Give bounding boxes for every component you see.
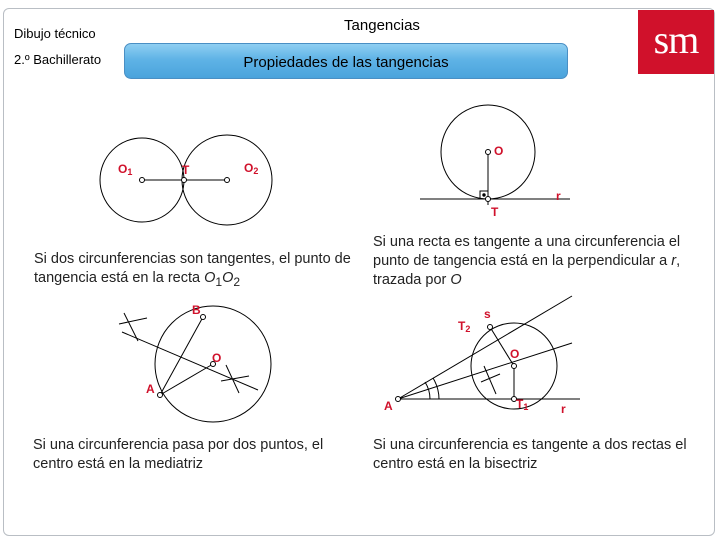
label-o2: O2 [244, 161, 259, 176]
label-o: O [494, 144, 504, 158]
point-o1 [140, 178, 145, 183]
label-o1: O1 [118, 162, 133, 177]
label-o: O [510, 347, 520, 361]
course-label: 2.º Bachillerato [14, 52, 102, 67]
point-b [201, 315, 206, 320]
point-o [486, 150, 491, 155]
label-t: T [491, 205, 499, 219]
label-t1: T1 [516, 397, 529, 412]
point-t [182, 178, 187, 183]
label-a: A [384, 399, 393, 413]
label-r: r [556, 189, 561, 203]
arc-mark-1b [119, 318, 147, 324]
label-r: r [561, 402, 566, 416]
label-t2: T2 [458, 319, 471, 334]
caption-tangent-circles: Si dos circunferencias son tangentes, el punto de tangencia está en la recta $O_1O_2$ [34, 251, 351, 289]
page-title: Propiedades de las tangencias [243, 54, 449, 71]
angle-arc-2 [433, 378, 439, 399]
radius-oa [160, 364, 213, 395]
label-s: s [484, 307, 491, 321]
panel-tangent-circles [100, 135, 272, 225]
point-a [158, 393, 163, 398]
bisector-line [398, 343, 572, 399]
label-o: O [212, 351, 222, 365]
right-angle-dot [483, 194, 485, 196]
point-t [486, 197, 491, 202]
caption-two-points: Si una circunferencia pasa por dos puntos, el centro está en la mediatriz [33, 437, 324, 472]
point-t2 [488, 325, 493, 330]
point-o [512, 364, 517, 369]
sm-logo: sm [638, 10, 714, 74]
point-a [396, 397, 401, 402]
subject-label: Dibujo técnico [14, 26, 96, 41]
label-t: T [182, 163, 190, 177]
caption-tangent-line: Si una recta es tangente a una circunferencia el punto de tangencia está en la perpendicular a r, trazada por O [373, 234, 681, 288]
topic-label: Tangencias [344, 17, 420, 34]
point-o2 [225, 178, 230, 183]
caption-two-lines: Si una circunferencia es tangente a dos rectas el centro está en la bisectriz [373, 437, 687, 472]
panel-two-points [119, 306, 271, 422]
arc-mark-1 [124, 313, 138, 341]
label-b: B [192, 303, 201, 317]
label-a: A [146, 382, 155, 396]
